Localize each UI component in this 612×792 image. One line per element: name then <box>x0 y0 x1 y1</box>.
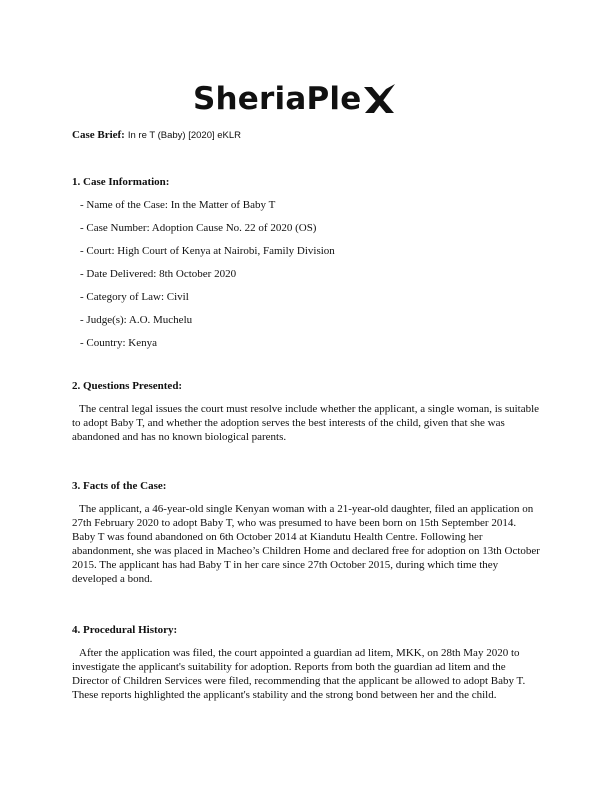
logo-text: SheriaPle <box>193 81 362 117</box>
judges-item: - Judge(s): A.O. Muchelu <box>80 314 193 326</box>
facts-section <box>72 479 542 586</box>
facts-heading: 3. Facts of the Case: <box>72 480 167 492</box>
country-item: - Country: Kenya <box>80 337 157 349</box>
procedural-history-text: After the application was filed, the court appointed a guardian ad litem, MKK, on 28th May 2020 to investigate the applicant's suitability for adoption. Reports from both the guardian ad litem and the Director of Children Services were filed, recommending that the applicant be allowed to adopt Baby T. These reports highlighted the applicant's stability and the strong bond between her and the child. <box>72 647 526 701</box>
sheriaplex-logo <box>193 78 396 120</box>
case-name-item: - Name of the Case: In the Matter of Baby T <box>80 199 276 211</box>
questions-presented-text: The central legal issues the court must resolve include whether the applicant, a single woman, is suitable to adopt Baby T, and whether the adoption serves the best interests of the child, given that she was abandoned and has no known biological parents. <box>72 403 540 443</box>
category-item: - Category of Law: Civil <box>80 291 189 303</box>
case-information-list <box>72 198 542 359</box>
case-brief-title: In re T (Baby) [2020] eKLR <box>127 130 242 141</box>
facts-text: The applicant, a 46-year-old single Kenyan woman with a 21-year-old daughter, filed an application on 27th February 2020 to adopt Baby T, who was presumed to have been born on 15th September 2014. Baby T was found abandoned on 6th October 2014 at Kiandutu Health Centre. Following her abandonment, she was placed in Macheo’s Children Home and declared free for adoption on 13th October 2015. The applicant has had Baby T in her care since 27th October 2015, during which time they developed a bond. <box>72 503 540 585</box>
case-information-heading: 1. Case Information: <box>72 176 170 188</box>
case-number-item: - Case Number: Adoption Cause No. 22 of 2020 (OS) <box>80 222 317 234</box>
questions-presented-heading: 2. Questions Presented: <box>72 380 183 392</box>
court-item: - Court: High Court of Kenya at Nairobi, Family Division <box>80 245 335 257</box>
date-delivered-item: - Date Delivered: 8th October 2020 <box>80 268 237 280</box>
x-logo-mark-icon <box>362 83 396 117</box>
case-information-section <box>72 175 542 359</box>
questions-presented-section <box>72 379 542 444</box>
case-brief-label: Case Brief: <box>72 129 125 141</box>
procedural-history-section <box>72 623 542 702</box>
procedural-history-heading: 4. Procedural History: <box>72 624 178 636</box>
case-brief-line <box>72 128 241 143</box>
